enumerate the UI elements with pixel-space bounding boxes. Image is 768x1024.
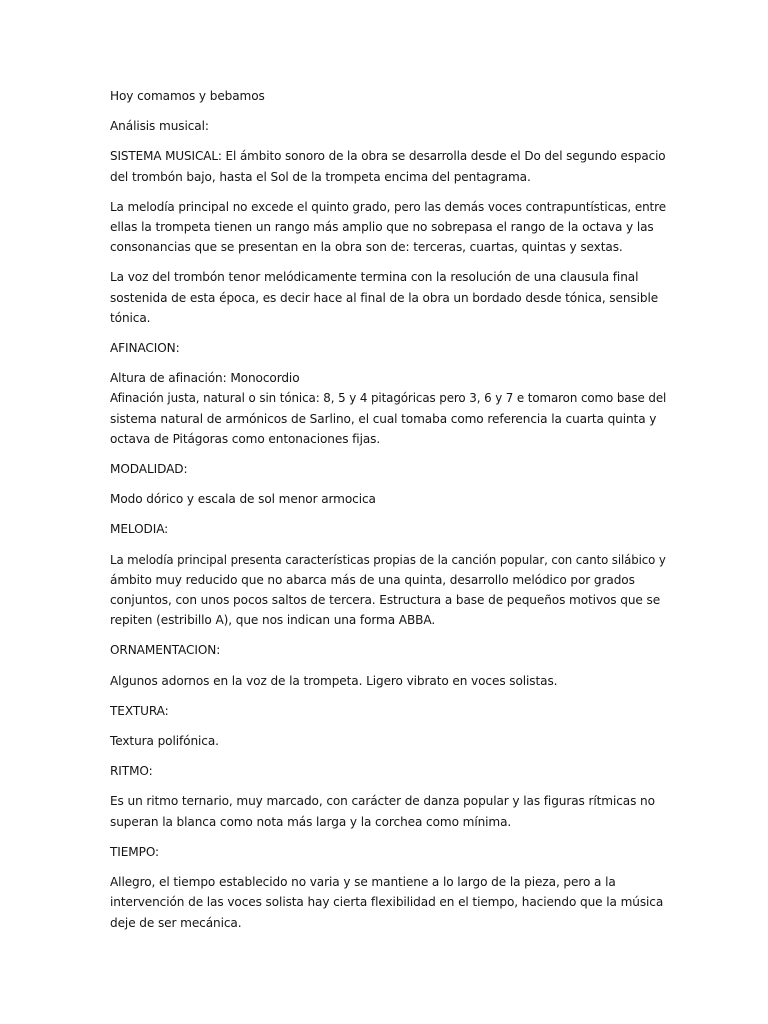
paragraph xyxy=(110,459,670,479)
text-line: conjuntos, con unos pocos saltos de tercera. Estructura a base de pequeños motivos que se xyxy=(110,593,661,608)
text-line: sistema natural de armónicos de Sarlino, el cual tomaba como referencia la cuarta quinta y xyxy=(110,411,657,426)
subtitle-text: Análisis musical: xyxy=(110,119,209,134)
title-text: Hoy comamos y bebamos xyxy=(110,89,265,103)
text-line: TEXTURA: xyxy=(110,703,169,718)
text-line: La voz del trombón tenor melódicamente termina con la resolución de una clausula final xyxy=(110,270,639,285)
text-line: intervención de las voces solista hay cierta flexibilidad en el tiempo, haciendo que la música xyxy=(110,895,664,910)
paragraph xyxy=(110,368,670,449)
text-line: superan la blanca como nota más larga y la corchea como mínima. xyxy=(110,814,512,829)
text-line: La melodía principal no excede el quinto grado, pero las demás voces contrapuntísticas, entre xyxy=(110,199,666,214)
text-line: consonancias que se presentan en la obra son de: terceras, cuartas, quintas y sextas. xyxy=(110,240,623,255)
text-line: Textura polifónica. xyxy=(110,734,219,749)
paragraph xyxy=(110,338,670,358)
document-subtitle xyxy=(110,116,670,136)
paragraph xyxy=(110,842,670,862)
paragraph xyxy=(110,872,670,933)
paragraph xyxy=(110,791,670,831)
paragraph xyxy=(110,267,670,328)
text-line: repiten (estribillo A), que nos indican una forma ABBA. xyxy=(110,613,436,628)
text-line: ORNAMENTACION: xyxy=(110,643,221,658)
text-line: RITMO: xyxy=(110,764,153,779)
text-line: del trombón bajo, hasta el Sol de la trompeta encima del pentagrama. xyxy=(110,169,531,184)
paragraph-list xyxy=(110,146,670,932)
text-line: Afinación justa, natural o sin tónica: 8, 5 y 4 pitagóricas pero 3, 6 y 7 e tomaron como base del xyxy=(110,391,667,406)
text-line: AFINACION: xyxy=(110,341,180,356)
paragraph xyxy=(110,550,670,631)
text-line: Allegro, el tiempo establecido no varia y se mantiene a lo largo de la pieza, pero a la xyxy=(110,875,616,890)
paragraph xyxy=(110,761,670,781)
paragraph xyxy=(110,146,670,186)
paragraph xyxy=(110,731,670,751)
text-line: Es un ritmo ternario, muy marcado, con carácter de danza popular y las figuras rítmicas no xyxy=(110,794,655,809)
text-line: ámbito muy reducido que no abarca más de una quinta, desarrollo melódico por grados xyxy=(110,572,635,587)
text-line: ellas la trompeta tienen un rango más amplio que no sobrepasa el rango de la octava y las xyxy=(110,220,654,235)
text-line: sostenida de esta época, es decir hace al final de la obra un bordado desde tónica, sensible xyxy=(110,290,659,305)
paragraph xyxy=(110,640,670,660)
document-title xyxy=(110,86,670,106)
text-line: Altura de afinación: Monocordio xyxy=(110,371,300,386)
text-line: octava de Pitágoras como entonaciones fijas. xyxy=(110,431,381,446)
paragraph xyxy=(110,519,670,539)
text-line: MELODIA: xyxy=(110,522,169,537)
text-line: Algunos adornos en la voz de la trompeta. Ligero vibrato en voces solistas. xyxy=(110,673,558,688)
text-line: Modo dórico y escala de sol menor armocica xyxy=(110,492,376,507)
text-line: TIEMPO: xyxy=(110,844,160,859)
paragraph xyxy=(110,489,670,509)
text-line: SISTEMA MUSICAL: El ámbito sonoro de la obra se desarrolla desde el Do del segundo espacio xyxy=(110,149,666,164)
text-line: deje de ser mecánica. xyxy=(110,915,242,930)
text-line: tónica. xyxy=(110,310,151,325)
paragraph xyxy=(110,701,670,721)
text-line: MODALIDAD: xyxy=(110,462,188,477)
paragraph xyxy=(110,671,670,691)
text-line: La melodía principal presenta características propias de la canción popular, con canto silábico y xyxy=(110,552,666,567)
document-body xyxy=(110,86,670,943)
paragraph xyxy=(110,197,670,258)
